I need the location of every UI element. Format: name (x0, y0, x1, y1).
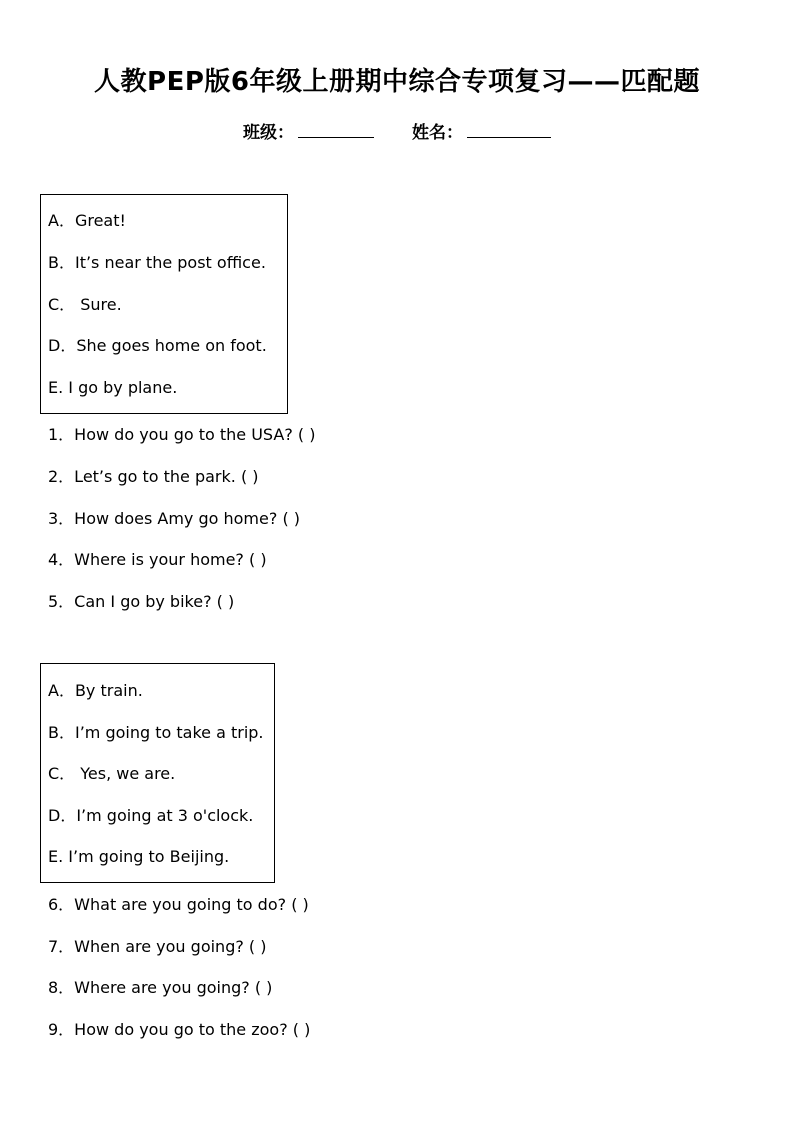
page-title: 人教PEP版6年级上册期中综合专项复习——匹配题 (94, 67, 700, 97)
option-2c: C． Yes, we are. (48, 764, 176, 783)
class-field (243, 118, 374, 148)
question-4[interactable]: 4．Where is your home? ( ) (48, 550, 267, 569)
option-1c: C． Sure. (48, 295, 122, 314)
name-label: 姓名： (411, 123, 463, 143)
option-2a: A．By train. (48, 681, 143, 700)
question-2[interactable]: 2．Let’s go to the park. ( ) (48, 467, 259, 486)
option-1a: A．Great! (48, 211, 126, 230)
option-1d: D．She goes home on foot. (48, 336, 267, 355)
name-blank[interactable] (467, 119, 551, 138)
option-1e: E. I go by plane. (48, 378, 178, 397)
name-field (412, 118, 551, 148)
question-8[interactable]: 8．Where are you going? ( ) (48, 978, 273, 997)
student-info-line (0, 118, 794, 148)
question-6[interactable]: 6．What are you going to do? ( ) (48, 895, 309, 914)
option-2d: D．I’m going at 3 o'clock. (48, 806, 254, 825)
question-7[interactable]: 7．When are you going? ( ) (48, 937, 267, 956)
question-5[interactable]: 5．Can I go by bike? ( ) (48, 592, 235, 611)
class-label: 班级： (243, 123, 295, 143)
class-blank[interactable] (298, 119, 374, 138)
question-3[interactable]: 3．How does Amy go home? ( ) (48, 509, 301, 528)
question-1[interactable]: 1．How do you go to the USA? ( ) (48, 425, 316, 444)
question-9[interactable]: 9．How do you go to the zoo? ( ) (48, 1020, 311, 1039)
option-1b: B．It’s near the post office. (48, 253, 266, 272)
option-2b: B．I’m going to take a trip. (48, 723, 264, 742)
option-2e: E. I’m going to Beijing. (48, 847, 230, 866)
